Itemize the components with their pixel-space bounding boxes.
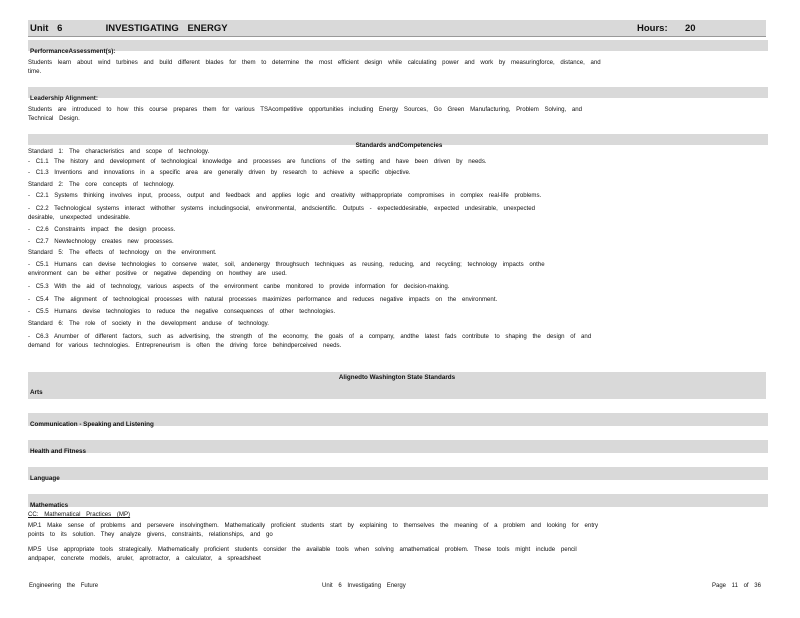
leadership-heading: Leadership Alignment: — [30, 95, 98, 102]
competency-line: - C2.2 Technological systems interact withother systems includingsocial, environmental, andscientific. Outputs - expecteddesirable, expected undesirable, unexpected — [28, 205, 536, 212]
mathematics-heading: Mathematics — [30, 502, 69, 509]
competency-line: demand for various technologies. Entrepreneurism is often the driving force behindperceived needs. — [28, 342, 342, 349]
standards-heading: Standards andCompetencies — [355, 142, 443, 149]
leadership-text-line: Technical Design. — [28, 115, 80, 122]
competency-line: - C5.5 Humans devise technologies to reduce the negative consequences of other technologies. — [28, 308, 336, 315]
performance-heading: PerformanceAssessment(s): — [30, 48, 116, 55]
language-bar — [28, 467, 768, 480]
leadership-heading-bar — [28, 87, 768, 102]
math-practice-line: points to its solution. They analyze givens, constraints, relationships, and go — [28, 531, 273, 538]
competency-line: - C5.4 The alignment of technological processes with natural processes maximizes performance and reduces negative impacts on the environment. — [28, 296, 498, 303]
cc-practices-heading: CC: Mathematical Practices (MP) — [28, 511, 131, 518]
competency-line: desirable, unexpected undesirable. — [28, 214, 131, 221]
unit-name: INVESTIGATING ENERGY — [105, 23, 228, 34]
language-heading: Language — [30, 475, 60, 482]
standard-line: Standard 2: The core concepts of technology. — [28, 181, 175, 188]
competency-line: - C5.3 With the aid of technology, various aspects of the environment canbe monitored to provide information for decision-making. — [28, 283, 450, 290]
performance-text-line: time. — [28, 68, 42, 75]
arts-heading: Arts — [30, 389, 43, 396]
communication-bar — [28, 413, 768, 426]
unit-label: Unit — [30, 23, 49, 34]
leadership-text-line: Students are introduced to how this course prepares them for various TSAcompetitive opportunities including Energy Sources, Go Green Manufacturing, Problem Solving, and — [28, 106, 583, 113]
competency-line: - C5.1 Humans can devise technologies to conserve water, soil, andenergy throughsuch techniques as reusing, reducing, and recycling; technology impacts onthe — [28, 261, 545, 268]
health-heading: Health and Fitness — [30, 448, 86, 455]
math-practice-line: MP.5 Use appropriate tools strategically. Mathematically proficient students consider the available tools when solving amathematical problem. These tools might include pencil — [28, 546, 577, 553]
competency-line: - C1.1 The history and development of technological knowledge and processes are functions of the setting and have been driven by needs. — [28, 158, 487, 165]
health-bar — [28, 440, 768, 453]
competency-line: - C2.6 Constraints impact the design process. — [28, 226, 176, 233]
mathematics-bar — [28, 494, 768, 507]
unit-title-bar — [28, 20, 766, 37]
math-practice-line: MP.1 Make sense of problems and persevere insolvingthem. Mathematically proficient students start by explaining to themselves the meaning of a problem and looking for entry — [28, 522, 599, 529]
standard-line: Standard 5: The effects of technology on the environment. — [28, 249, 217, 256]
competency-line: - C1.3 Inventions and innovations in a specific area are generally driven by research to achieve a specific objective. — [28, 169, 411, 176]
hours-value: 20 — [685, 23, 696, 34]
aligned-heading-bar — [28, 372, 766, 399]
unit-title — [30, 23, 228, 34]
communication-heading: Communication - Speaking and Listening — [30, 421, 154, 428]
math-practice-line: andpaper, concrete models, aruler, aprotractor, a calculator, a spreadsheet — [28, 555, 261, 562]
competency-line: - C2.7 Newtechnology creates new processes. — [28, 238, 174, 245]
performance-text-line: Students learn about wind turbines and build different blades for them to determine the most efficient design while calculating power and work by measuringforce, distance, and — [28, 59, 601, 66]
footer-course: Engineering the Future — [29, 583, 99, 589]
competency-line: - C2.1 Systems thinking involves input, process, output and feedback and applies logic and creativity withappropriate compromises in complex real-life problems. — [28, 192, 542, 199]
competency-line: environment can be either positive or negative depending on howthey are used. — [28, 270, 287, 277]
aligned-heading: Alignedto Washington State Standards — [338, 374, 456, 381]
footer-page-number: Page 11 of 36 — [712, 583, 761, 589]
footer-unit: Unit 6 Investigating Energy — [322, 583, 406, 589]
standards-heading-bar — [28, 134, 768, 149]
standard-line: Standard 1: The characteristics and scope of technology. — [28, 148, 210, 155]
unit-number: 6 — [57, 23, 63, 34]
hours-label: Hours: — [637, 23, 668, 34]
competency-line: - C6.3 Anumber of different factors, such as advertising, the strength of the economy, the goals of a company, andthe latest fads contribute to shaping the design of and — [28, 333, 592, 340]
standard-line: Standard 6: The role of society in the development anduse of technology. — [28, 320, 269, 327]
performance-heading-bar — [28, 40, 768, 55]
